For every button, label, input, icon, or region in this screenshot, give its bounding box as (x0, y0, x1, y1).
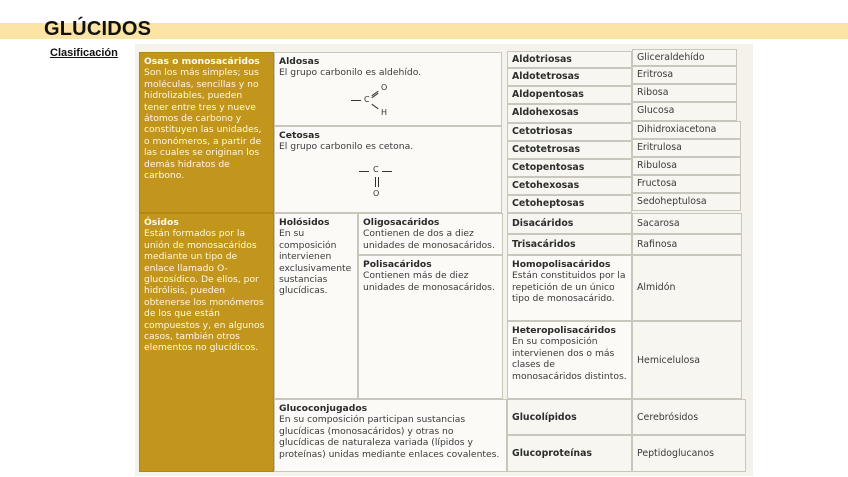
row-cetoheptosas-type: Cetoheptosas (507, 195, 632, 213)
homopolisacaridos-heading: Homopolisacáridos (512, 259, 611, 270)
row-cetoheptosas-example: Sedoheptulosa (632, 193, 741, 211)
ketone-oxygen: O (373, 189, 380, 198)
homopolisacaridos-cell (507, 255, 632, 321)
homopolisacaridos-text: Están constituidos por la repetición de un único tipo de monosacárido. (512, 270, 626, 305)
row-cetotriosas-example: Dihidroxiacetona (632, 121, 741, 139)
oligosacaridos-cell (358, 213, 503, 255)
row-aldotetrosas-example: Eritrosa (632, 66, 737, 84)
oligosacaridos-text: Contienen de dos a diez unidades de monosacáridos. (363, 228, 495, 251)
osidos-cell (139, 213, 274, 472)
row-glucoproteinas-type: Glucoproteínas (507, 435, 632, 472)
aldehyde-carbon: C (364, 95, 370, 104)
glucoconjugados-heading: Glucoconjugados (279, 403, 368, 414)
row-disacaridos-type: Disacáridos (507, 213, 632, 234)
heteropolisacaridos-example: Hemicelulosa (632, 321, 742, 399)
page-subtitle: Clasificación (50, 47, 118, 59)
row-disacaridos-example: Sacarosa (632, 213, 742, 234)
polisacaridos-text: Contienen más de diez unidades de monosacáridos. (363, 270, 495, 293)
holosidos-text: En su composición intervienen exclusivamente sustancias glucídicas. (279, 228, 352, 297)
aldosas-text: El grupo carbonilo es aldehído. (279, 67, 422, 79)
polisacaridos-heading: Polisacáridos (363, 259, 432, 270)
row-aldotriosas-example: Gliceraldehído (632, 49, 737, 66)
aldehyde-hydrogen: H (381, 108, 388, 117)
oligosacaridos-heading: Oligosacáridos (363, 217, 440, 228)
row-glucolipidos-type: Glucolípidos (507, 399, 632, 435)
polisacaridos-cell (358, 255, 503, 399)
row-trisacaridos-example: Rafinosa (632, 234, 742, 255)
heteropolisacaridos-heading: Heteropolisacáridos (512, 325, 616, 336)
row-cetohexosas-type: Cetohexosas (507, 177, 632, 195)
row-aldotetrosas-type: Aldotetrosas (507, 68, 632, 86)
row-cetotetrosas-example: Eritrulosa (632, 139, 741, 157)
cetosas-text: El grupo carbonilo es cetona. (279, 141, 414, 153)
row-cetotetrosas-type: Cetotetrosas (507, 141, 632, 159)
row-cetotriosas-type: Cetotriosas (507, 123, 632, 141)
cetosas-cell (274, 126, 502, 213)
heteropolisacaridos-text: En su composición intervienen dos o más clases de monosacáridos distintos. (512, 336, 627, 382)
osidos-text: Están formados por la unión de monosacáridos mediante un tipo de enlace llamado O-glucosídico. De ellos, por hidrólisis, pueden obtenerse los monómeros de los que están compuestos y, en algunos casos, también otros elementos no glucídicos. (144, 228, 265, 354)
homopolisacaridos-example: Almidón (632, 255, 742, 321)
row-glucoproteinas-example: Peptidoglucanos (632, 435, 746, 472)
osidos-heading: Ósidos (144, 217, 179, 228)
row-aldohexosas-example: Glucosa (632, 102, 737, 121)
row-aldotriosas-type: Aldotriosas (507, 51, 632, 68)
page-title: GLÚCIDOS (44, 18, 152, 40)
osas-cell (139, 52, 274, 213)
glucoconjugados-text: En su composición participan sustancias glucídicas (monosacáridos) y otras no glucídicas de naturaleza variada (lípidos y proteínas) unidas mediante enlaces covalentes. (279, 414, 500, 460)
aldehyde-oxygen: O (381, 83, 388, 92)
osas-text: Son los más simples; sus moléculas, sencillas y no hidrolizables, pueden tener entre tres y nueve átomos de carbono y constituyen las unidades, o monómeros, a partir de las cuales se originan los demás hidratos de carbono. (144, 67, 262, 182)
heteropolisacaridos-cell (507, 321, 632, 399)
row-aldopentosas-type: Aldopentosas (507, 86, 632, 104)
aldosas-cell (274, 52, 502, 126)
holosidos-cell (274, 213, 358, 399)
classification-table (135, 44, 753, 476)
row-glucolipidos-example: Cerebrósidos (632, 399, 746, 435)
holosidos-heading: Holósidos (279, 217, 330, 228)
row-cetohexosas-example: Fructosa (632, 175, 741, 193)
glucoconjugados-cell (274, 399, 507, 472)
aldosas-heading: Aldosas (279, 56, 320, 67)
osas-heading: Osas o monosacáridos (144, 56, 260, 67)
row-aldohexosas-type: Aldohexosas (507, 104, 632, 123)
cetosas-heading: Cetosas (279, 130, 320, 141)
row-trisacaridos-type: Trisacáridos (507, 234, 632, 255)
row-aldopentosas-example: Ribosa (632, 84, 737, 102)
row-cetopentosas-example: Ribulosa (632, 157, 741, 175)
ketone-carbon: C (373, 165, 379, 174)
row-cetopentosas-type: Cetopentosas (507, 159, 632, 177)
